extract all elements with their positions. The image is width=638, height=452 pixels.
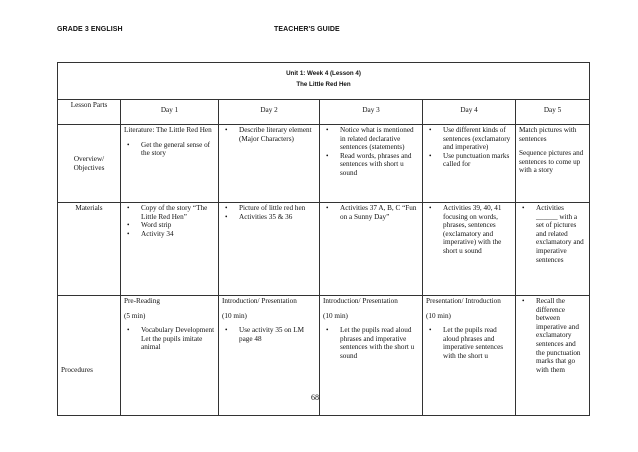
procedure-title: Pre-Reading [124, 297, 160, 305]
list-item: • Let the pupils read aloud phrases and imperative sentences with the short u sound [336, 326, 419, 360]
overview-day-2 [219, 125, 320, 203]
materials-label: Materials [58, 203, 121, 296]
overview-day-5 [516, 125, 590, 203]
literature-text: Literature: The Little Red Hen [124, 126, 212, 134]
procedure-title: Introduction/ Presentation [323, 297, 398, 305]
overview-day-4 [423, 125, 516, 203]
procedures-day-3 [320, 296, 423, 416]
procedures-label: Procedures [58, 296, 121, 416]
procedures-day-4 [423, 296, 516, 416]
materials-day-3 [320, 203, 423, 296]
overview-day-3 [320, 125, 423, 203]
materials-day-4 [423, 203, 516, 296]
list-item: • Use activity 35 on LM page 48 [235, 326, 316, 343]
list-item: • Notice what is mentioned in related declarative sentences (statements) [336, 126, 419, 152]
list-item: • Picture of little red hen [235, 204, 316, 213]
header-center: TEACHER'S GUIDE [274, 26, 340, 33]
overview-label-line1: Overview/ [73, 154, 105, 163]
list-item: • Read words, phrases and sentences with short u sound [336, 152, 419, 178]
list-item: • Activities 37 A, B, C “Fun on a Sunny Day” [336, 204, 419, 221]
header-left: GRADE 3 ENGLISH [57, 26, 123, 33]
materials-day-2 [219, 203, 320, 296]
list-item: • Vocabulary Development Let the pupils imitate animal [137, 326, 215, 352]
list-item: • Activities 39, 40, 41 focusing on words, phrases, sentences (exclamatory and imperative) with the short u sound [439, 204, 512, 256]
list-item: • Word strip [137, 221, 215, 230]
procedure-title: Presentation/ Introduction [426, 297, 501, 305]
day-2-header: Day 2 [219, 100, 320, 125]
procedures-day-5 [516, 296, 590, 416]
procedures-day-2 [219, 296, 320, 416]
overview-label [58, 125, 121, 203]
page-number: 68 [311, 393, 319, 402]
list-item: • Activities ______ with a set of pictures and related exclamatory and imperative sentences [532, 204, 586, 264]
procedure-title: Introduction/ Presentation [222, 297, 297, 305]
list-item: • Use punctuation marks called for [439, 152, 512, 169]
procedure-time: (10 min) [222, 311, 247, 320]
day5-text-2: Sequence pictures and sentences to come up with a story [519, 149, 584, 175]
day5-text-1: Match pictures with sentences [519, 126, 577, 143]
day-1-header: Day 1 [121, 100, 219, 125]
list-item: • Recall the difference between imperative and exclamatory sentences and the punctuation marks that go with them [532, 297, 586, 374]
materials-day-1 [121, 203, 219, 296]
list-item: • Describe literary element (Major Characters) [235, 126, 316, 143]
procedure-time: (10 min) [426, 311, 451, 320]
list-item: • Get the general sense of the story [137, 141, 215, 158]
list-item: • Let the pupils read aloud phrases and imperative sentences with the short u [439, 326, 512, 360]
day-4-header: Day 4 [423, 100, 516, 125]
procedure-time: (10 min) [323, 311, 348, 320]
procedures-day-1 [121, 296, 219, 416]
list-item: • Activity 34 [137, 230, 215, 239]
list-item: • Activities 35 & 36 [235, 213, 316, 222]
overview-label-line2: Objectives [73, 163, 105, 172]
list-item: • Copy of the story “The Little Red Hen” [137, 204, 215, 221]
story-title: The Little Red Hen [296, 81, 351, 88]
unit-week-title: Unit 1: Week 4 (Lesson 4) [286, 70, 361, 77]
list-item: • Use different kinds of sentences (exclamatory and imperative) [439, 126, 512, 152]
overview-day-1 [121, 125, 219, 203]
materials-day-5 [516, 203, 590, 296]
lesson-plan-table [57, 62, 590, 416]
unit-title-cell [58, 63, 590, 100]
day-3-header: Day 3 [320, 100, 423, 125]
day-5-header: Day 5 [516, 100, 590, 125]
procedure-time: (5 min) [124, 311, 146, 320]
lesson-parts-header: Lesson Parts [58, 100, 121, 125]
